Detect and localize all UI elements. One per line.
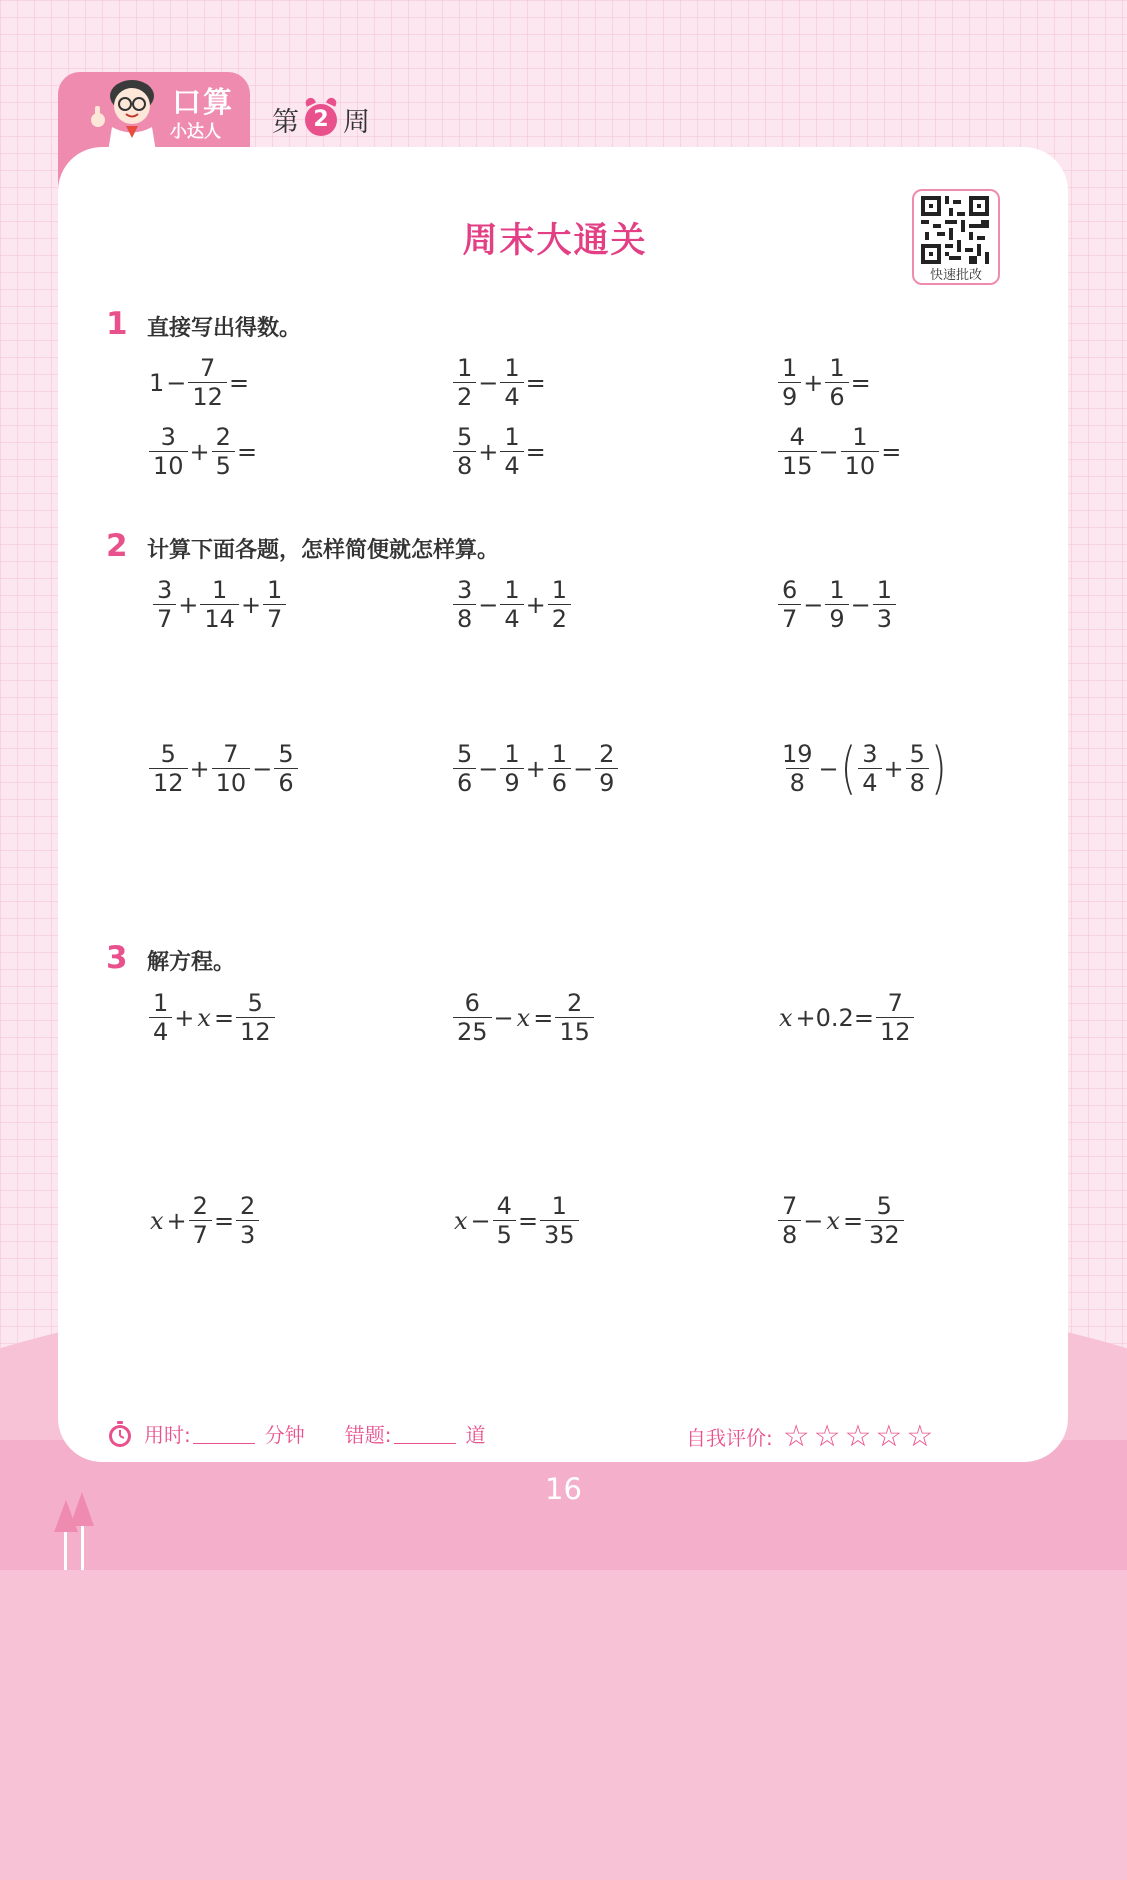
fraction xyxy=(778,576,801,633)
math-expression xyxy=(148,1192,260,1249)
denominator: 4 xyxy=(149,1017,172,1046)
denominator: 3 xyxy=(236,1220,259,1249)
fraction xyxy=(906,740,929,797)
denominator: 7 xyxy=(153,604,176,633)
rating-label: 自我评价: xyxy=(686,1426,773,1450)
denominator: 3 xyxy=(873,604,896,633)
fraction xyxy=(865,1192,904,1249)
numerator: 3 xyxy=(457,576,473,604)
errors-label: 错题: xyxy=(344,1423,392,1447)
numerator: 1 xyxy=(852,423,868,451)
operator: = xyxy=(517,1206,539,1235)
fraction xyxy=(500,740,523,797)
stopwatch-icon xyxy=(106,1420,134,1448)
fraction xyxy=(149,989,172,1046)
numerator: 1 xyxy=(504,576,520,604)
numerator: 1 xyxy=(551,740,568,768)
numerator: 2 xyxy=(192,1192,208,1220)
fraction xyxy=(453,354,476,411)
denominator: 8 xyxy=(786,768,809,797)
operator: − xyxy=(166,368,187,397)
numerator: 3 xyxy=(157,576,173,604)
numerator: 4 xyxy=(789,423,805,451)
section-instruction-2: 计算下面各题，怎样简便就怎样算。 xyxy=(147,538,500,563)
qr-code-icon xyxy=(921,196,989,264)
math-expression xyxy=(148,423,258,480)
section-number-2: 2 xyxy=(106,528,128,564)
operator: + xyxy=(525,590,546,619)
denominator: 15 xyxy=(555,1017,594,1046)
numerator: 2 xyxy=(240,1192,256,1220)
section-number-3: 3 xyxy=(106,940,128,976)
week-suffix: 周 xyxy=(343,107,370,138)
denominator: 5 xyxy=(493,1220,516,1249)
operator: + xyxy=(166,1206,187,1235)
fraction xyxy=(453,423,476,480)
math-expression xyxy=(152,576,287,633)
denominator: 25 xyxy=(453,1017,492,1046)
fraction xyxy=(825,576,848,633)
fraction xyxy=(548,740,571,797)
denominator: 10 xyxy=(149,451,188,480)
self-rating-row xyxy=(686,1419,937,1454)
variable: x xyxy=(197,1003,211,1032)
fraction xyxy=(149,740,188,797)
week-prefix: 第 xyxy=(272,107,299,138)
operator: = xyxy=(533,1003,554,1032)
fraction xyxy=(500,423,523,480)
fraction xyxy=(153,576,176,633)
operator: + xyxy=(174,1003,195,1032)
denominator: 2 xyxy=(548,604,571,633)
numerator: 1 xyxy=(782,354,798,382)
fraction xyxy=(778,1192,801,1249)
denominator: 9 xyxy=(500,768,523,797)
denominator: 6 xyxy=(825,382,848,411)
operator: 1 xyxy=(149,368,165,397)
math-expression xyxy=(452,354,547,411)
numerator: 5 xyxy=(909,740,925,768)
time-errors-row xyxy=(106,1419,486,1448)
operator: − xyxy=(818,754,839,783)
time-unit: 分钟 xyxy=(264,1423,305,1447)
operator: − xyxy=(478,368,499,397)
numerator: 6 xyxy=(782,576,798,604)
operator: = xyxy=(842,1206,864,1235)
fraction xyxy=(548,576,571,633)
operator: − xyxy=(803,590,824,619)
numerator: 5 xyxy=(457,423,473,451)
time-input-blank[interactable] xyxy=(193,1423,255,1444)
math-expression xyxy=(452,989,595,1046)
denominator: 12 xyxy=(236,1017,275,1046)
numerator: 1 xyxy=(829,576,845,604)
section-instruction-1: 直接写出得数。 xyxy=(147,316,302,341)
fraction xyxy=(236,1192,259,1249)
fraction xyxy=(453,576,476,633)
numerator: 2 xyxy=(599,740,615,768)
fraction xyxy=(500,354,523,411)
denominator: 2 xyxy=(453,382,476,411)
operator: + xyxy=(803,368,824,397)
fraction xyxy=(873,576,896,633)
math-expression xyxy=(777,989,915,1046)
denominator: 7 xyxy=(189,1220,212,1249)
denominator: 9 xyxy=(825,604,848,633)
math-expression xyxy=(777,354,872,411)
denominator: 15 xyxy=(778,451,817,480)
tree-decoration-icon xyxy=(54,1492,98,1570)
math-expression xyxy=(452,1192,580,1249)
fraction xyxy=(555,989,594,1046)
numerator: 19 xyxy=(782,740,813,768)
math-expression xyxy=(777,423,902,480)
fraction xyxy=(189,1192,212,1249)
math-expression xyxy=(777,736,948,801)
denominator: 4 xyxy=(858,768,881,797)
numerator: 1 xyxy=(457,354,473,382)
fraction xyxy=(778,423,817,480)
denominator: 8 xyxy=(778,1220,801,1249)
variable: x xyxy=(150,1206,164,1235)
fraction xyxy=(778,740,817,797)
operator: − xyxy=(493,1003,514,1032)
numerator: 1 xyxy=(212,576,228,604)
operator: + xyxy=(240,590,262,619)
denominator: 5 xyxy=(212,451,235,480)
numerator: 7 xyxy=(200,354,216,382)
denominator: 8 xyxy=(906,768,929,797)
variable: x xyxy=(779,1003,793,1032)
operator: = xyxy=(525,368,546,397)
week-number-badge: 2 xyxy=(305,104,337,136)
operator: + xyxy=(178,590,199,619)
brand-subtitle: 小达人 xyxy=(170,122,221,142)
mascot-icon xyxy=(82,72,172,152)
fraction xyxy=(236,989,275,1046)
fraction xyxy=(493,1192,516,1249)
fraction xyxy=(274,740,297,797)
denominator: 32 xyxy=(865,1220,904,1249)
operator: − xyxy=(252,754,273,783)
denominator: 4 xyxy=(500,382,523,411)
denominator: 12 xyxy=(876,1017,915,1046)
denominator: 8 xyxy=(453,604,476,633)
numerator: 5 xyxy=(876,1192,892,1220)
denominator: 7 xyxy=(263,604,286,633)
fraction xyxy=(540,1192,579,1249)
qr-code-label: 快速批改 xyxy=(929,268,982,283)
numerator: 4 xyxy=(496,1192,512,1220)
numerator: 2 xyxy=(215,423,231,451)
fraction xyxy=(188,354,227,411)
operator: − xyxy=(478,754,499,783)
denominator: 14 xyxy=(200,604,239,633)
operator: + xyxy=(189,754,210,783)
numerator: 6 xyxy=(464,989,480,1017)
operator: − xyxy=(818,437,839,466)
denominator: 9 xyxy=(595,768,618,797)
variable: x xyxy=(454,1206,468,1235)
numerator: 2 xyxy=(566,989,583,1017)
numerator: 1 xyxy=(551,1192,567,1220)
operator: = xyxy=(213,1003,235,1032)
fraction xyxy=(841,423,880,480)
fraction xyxy=(500,576,523,633)
operator: = xyxy=(213,1206,235,1235)
numerator: 5 xyxy=(457,740,473,768)
operator: + xyxy=(478,437,499,466)
denominator: 6 xyxy=(453,768,476,797)
fraction xyxy=(453,989,492,1046)
fraction xyxy=(858,740,881,797)
rating-stars[interactable]: ☆☆☆☆☆ xyxy=(782,1419,938,1454)
denominator: 4 xyxy=(500,604,523,633)
math-expression xyxy=(148,354,250,411)
operator: + xyxy=(883,754,904,783)
denominator: 12 xyxy=(188,382,227,411)
denominator: 12 xyxy=(149,768,188,797)
denominator: 10 xyxy=(841,451,880,480)
numerator: 5 xyxy=(278,740,294,768)
numerator: 3 xyxy=(862,740,878,768)
fraction xyxy=(263,576,286,633)
operator: − xyxy=(850,590,871,619)
operator: + xyxy=(189,437,210,466)
numerator: 7 xyxy=(782,1192,798,1220)
fraction xyxy=(149,423,188,480)
numerator: 7 xyxy=(887,989,903,1017)
math-expression xyxy=(777,576,897,633)
numerator: 1 xyxy=(267,576,283,604)
denominator: 35 xyxy=(540,1220,579,1249)
fraction xyxy=(453,740,476,797)
numerator: 1 xyxy=(551,576,568,604)
numerator: 1 xyxy=(829,354,845,382)
math-expression xyxy=(452,740,619,797)
brand-title: 口算 xyxy=(172,85,235,119)
fraction xyxy=(212,740,251,797)
section-instruction-3: 解方程。 xyxy=(147,950,236,975)
operator: − xyxy=(470,1206,491,1235)
numerator: 5 xyxy=(160,740,176,768)
page-title: 周末大通关 xyxy=(462,221,648,261)
denominator: 10 xyxy=(212,768,251,797)
variable: x xyxy=(826,1206,840,1235)
time-label: 用时: xyxy=(144,1423,191,1447)
operator: = xyxy=(525,437,546,466)
parenthesis: ( xyxy=(840,736,857,801)
fraction xyxy=(778,354,801,411)
math-expression xyxy=(777,1192,905,1249)
operator: − xyxy=(478,590,499,619)
numerator: 5 xyxy=(247,989,263,1017)
parenthesis: ) xyxy=(930,736,947,801)
operator: = xyxy=(850,368,871,397)
denominator: 8 xyxy=(453,451,476,480)
operator: + xyxy=(525,754,546,783)
variable: x xyxy=(516,1003,531,1032)
numerator: 1 xyxy=(153,989,169,1017)
operator: +0.2= xyxy=(795,1003,874,1032)
denominator: 9 xyxy=(778,382,801,411)
numerator: 3 xyxy=(160,423,176,451)
operator: = xyxy=(228,368,250,397)
week-indicator xyxy=(272,100,370,139)
denominator: 6 xyxy=(548,768,571,797)
operator: − xyxy=(573,754,594,783)
operator: = xyxy=(236,437,258,466)
fraction xyxy=(212,423,235,480)
denominator: 6 xyxy=(274,768,297,797)
operator: = xyxy=(881,437,902,466)
math-expression xyxy=(452,576,572,633)
math-expression xyxy=(148,740,299,797)
fraction xyxy=(825,354,848,411)
numerator: 1 xyxy=(504,423,520,451)
errors-input-blank[interactable] xyxy=(394,1423,456,1444)
math-expression xyxy=(452,423,547,480)
operator: − xyxy=(803,1206,824,1235)
numerator: 1 xyxy=(504,740,520,768)
denominator: 7 xyxy=(778,604,801,633)
errors-unit: 道 xyxy=(465,1423,486,1447)
page-number: 16 xyxy=(545,1472,582,1506)
fraction xyxy=(200,576,239,633)
section-number-1: 1 xyxy=(106,306,128,342)
numerator: 1 xyxy=(876,576,893,604)
denominator: 4 xyxy=(500,451,523,480)
worksheet-card xyxy=(58,147,1068,1462)
fraction xyxy=(595,740,618,797)
numerator: 7 xyxy=(223,740,239,768)
fraction xyxy=(876,989,915,1046)
numerator: 1 xyxy=(504,354,520,382)
math-expression xyxy=(148,989,276,1046)
